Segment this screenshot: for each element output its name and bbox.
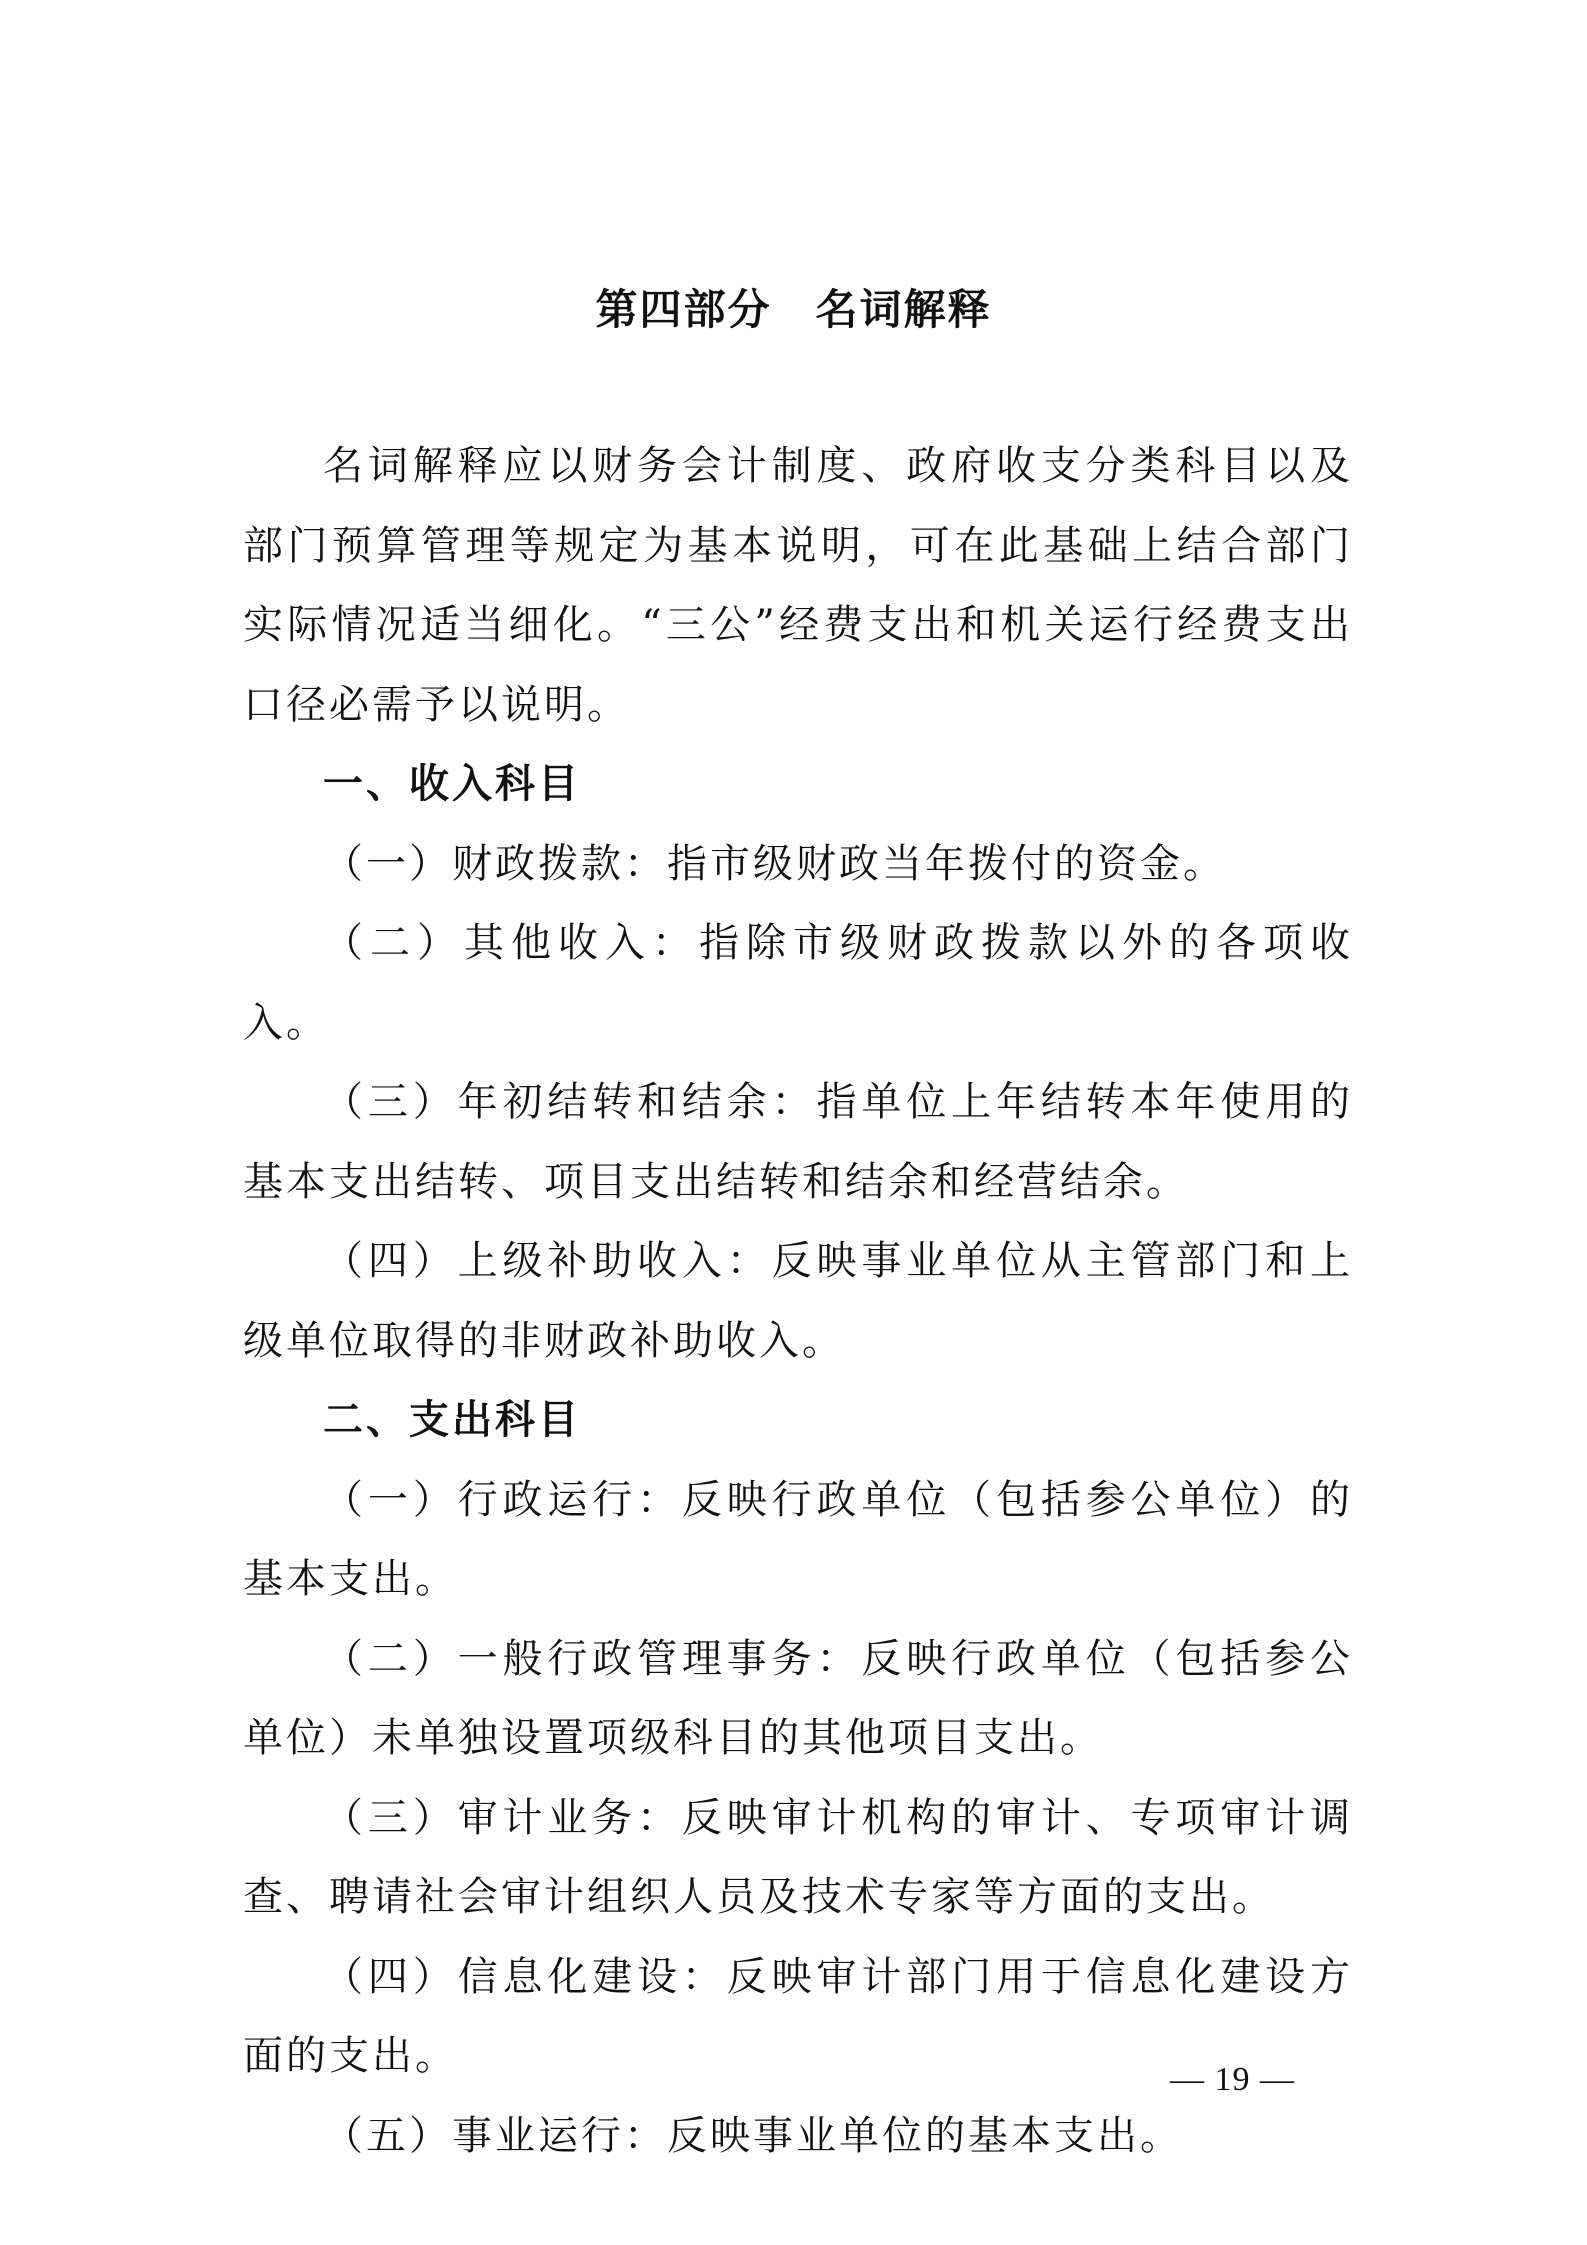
expenditure-item-general-admin [243,1620,1353,1779]
section-heading-expenditure: 二、支出科目 [323,1397,581,1443]
item-label: （一）行政运行： [323,1476,682,1523]
income-item-carryover [243,1063,1353,1222]
item-label: （三）年初结转和结余： [323,1079,817,1125]
item-label: （二）其他收入： [323,920,699,966]
expenditure-item-admin-operation [243,1461,1353,1620]
income-item-other-income [243,904,1353,1063]
item-text: 反映审计机构的审计、专项审计调查、聘请社会审计组织人员及技术专家等方面的支出。 [243,1794,1354,1920]
expenditure-item-institution-operation [243,2097,1353,2177]
income-item-fiscal-appropriation [243,825,1353,905]
item-label: （一）财政拨款： [323,840,667,887]
section-heading-income: 一、收入科目 [323,761,581,807]
item-label: （二）一般行政管理事务： [323,1635,862,1682]
item-label: （四）上级补助收入： [323,1238,772,1284]
expenditure-item-audit-business [243,1779,1353,1938]
item-label: （三）审计业务： [323,1794,682,1841]
item-text: 反映行政单位（包括参公单位）的基本支出。 [243,1476,1354,1602]
item-text: 反映行政单位（包括参公单位）未单独设置项级科目的其他项目支出。 [243,1635,1354,1761]
item-text: 指除市级财政拨款以外的各项收入。 [243,920,1353,1046]
intro-paragraph: 名词解释应以财务会计制度、政府收支分类科目以及部门预算管理等规定为基本说明，可在此基础上结合部门实际情况适当细化。“三公”经费支出和机关运行经费支出口径必需予以说明。 [243,443,1353,728]
item-text: 反映审计部门用于信息化建设方面的支出。 [243,1953,1354,2079]
page-number: — 19 — [1170,2061,1295,2098]
page-title: 第四部分 名词解释 [595,285,992,334]
item-text: 指市级财政当年拨付的资金。 [667,840,1226,887]
item-text: 反映事业单位的基本支出。 [667,2112,1183,2159]
document-body [243,427,1353,2176]
item-label: （五）事业运行： [323,2112,667,2159]
item-text: 反映事业单位从主管部门和上级单位取得的非财政补助收入。 [243,1238,1354,1364]
income-item-superior-subsidy [243,1222,1353,1381]
item-text: 指单位上年结转本年使用的基本支出结转、项目支出结转和结余和经营结余。 [243,1079,1353,1205]
item-label: （四）信息化建设： [323,1953,727,2000]
